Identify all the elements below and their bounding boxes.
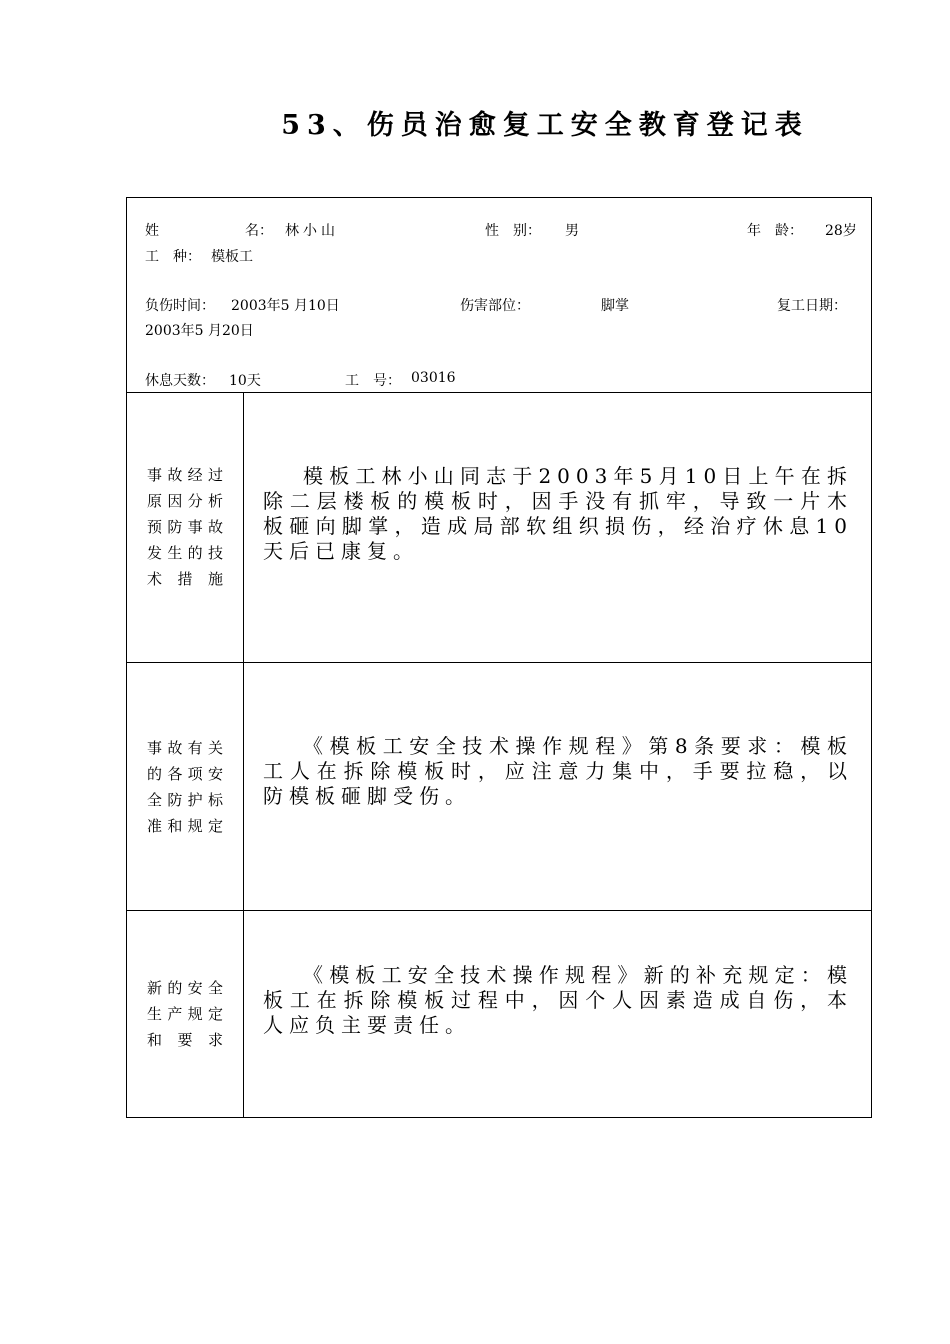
rest-days-label: 休息天数： — [145, 373, 215, 389]
label-line: 准和规定 — [147, 816, 223, 835]
label-line: 生产规定 — [147, 1005, 223, 1023]
return-date-label: 复工日期： — [777, 298, 847, 314]
worker-no-value: 03016 — [411, 370, 456, 386]
name-value: 林小山 — [285, 223, 339, 239]
rest-days-value: 10天 — [229, 373, 261, 389]
label-line: 原因分析 — [147, 492, 223, 510]
label-line: 全防护标 — [147, 790, 223, 809]
accident-analysis-content — [263, 464, 853, 564]
trade-value: 模板工 — [211, 249, 253, 265]
injury-time-label: 负伤时间： — [145, 298, 215, 314]
accident-analysis-row — [127, 392, 871, 663]
injury-time-value: 2003年5 月10日 — [231, 298, 340, 314]
registration-form — [126, 197, 872, 1118]
new-rules-content — [263, 963, 853, 1038]
return-date-value: 2003年5 月20日 — [145, 323, 254, 339]
trade-label: 工 种： — [145, 249, 201, 265]
worker-info-section — [127, 198, 871, 393]
content-paragraph: 《模板工安全技术操作规程》新的补充规定：模板工在拆除模板过程中，因个人因素造成自伤，本人应负主要责任。 — [263, 963, 853, 1037]
gender-value: 男 — [565, 223, 579, 239]
new-rules-row — [127, 911, 871, 1117]
name-label-part1: 姓 — [145, 223, 159, 239]
name-label-part2: 名： — [245, 223, 273, 239]
label-line: 新的安全 — [147, 979, 223, 997]
accident-analysis-label — [147, 462, 223, 592]
page-title: 53、伤员治愈复工安全教育登记表 — [281, 110, 809, 141]
gender-label: 性 别： — [485, 223, 541, 239]
label-line: 事故经过 — [147, 466, 223, 484]
injury-part-value: 脚掌 — [601, 298, 629, 314]
safety-standards-label — [147, 735, 223, 839]
label-line: 事故有关 — [147, 738, 223, 757]
safety-standards-row — [127, 663, 871, 911]
safety-standards-content — [263, 734, 853, 809]
label-line: 和 要 求 — [147, 1031, 223, 1049]
worker-no-label: 工 号： — [345, 373, 401, 389]
new-rules-label — [147, 975, 223, 1053]
content-paragraph: 模板工林小山同志于2003年5月10日上午在拆除二层楼板的模板时，因手没有抓牢，导致一片木板砸向脚掌，造成局部软组织损伤，经治疗休息10天后已康复。 — [263, 464, 853, 563]
injury-part-label: 伤害部位： — [460, 298, 530, 314]
label-line: 发生的技 — [147, 544, 223, 562]
label-line: 术 措 施 — [147, 570, 223, 588]
age-label: 年 龄： — [747, 223, 803, 239]
label-line: 预防事故 — [147, 518, 223, 536]
content-paragraph: 《模板工安全技术操作规程》第8条要求：模板工人在拆除模板时，应注意力集中，手要拉稳，以防模板砸脚受伤。 — [263, 734, 853, 808]
new-rules-label-cell — [127, 911, 244, 1117]
accident-analysis-label-cell — [127, 392, 244, 662]
age-value: 28岁 — [825, 223, 857, 239]
label-line: 的各项安 — [147, 764, 223, 783]
safety-standards-label-cell — [127, 663, 244, 910]
